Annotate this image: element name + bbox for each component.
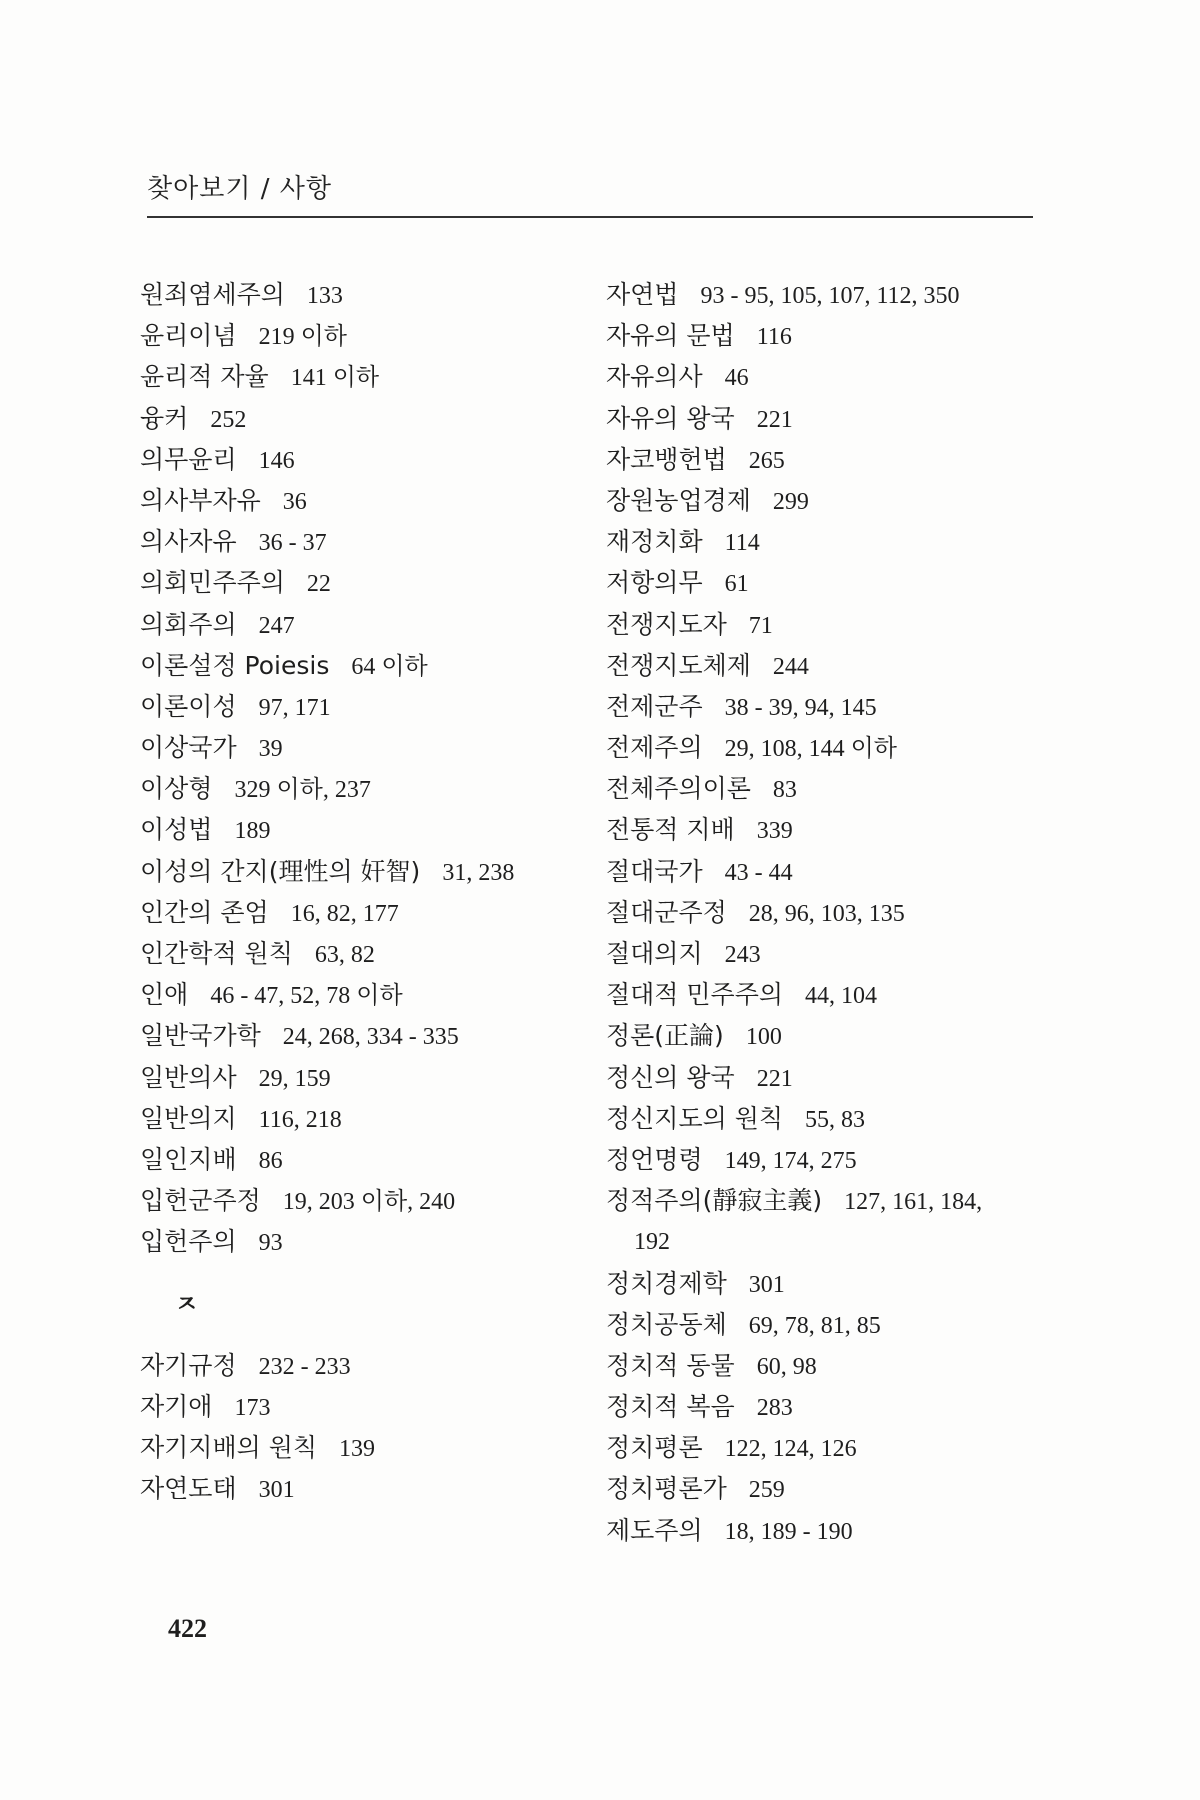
index-column-left	[140, 274, 610, 1509]
index-term: 재정치화	[606, 527, 703, 557]
section-letter: ㅈ	[175, 1289, 199, 1318]
index-entry	[606, 315, 1076, 356]
index-page-refs: 127, 161, 184,	[844, 1189, 983, 1216]
index-page-refs: 36 - 37	[258, 530, 327, 557]
index-page-refs: 19, 203 이하, 240	[282, 1189, 456, 1216]
index-page-refs: 60, 98	[756, 1353, 817, 1380]
index-term: 이상국가	[140, 733, 237, 763]
index-entry	[606, 1015, 1076, 1056]
index-entry	[606, 274, 1076, 315]
index-term: 융커	[140, 403, 189, 433]
index-term: 원죄염세주의	[140, 280, 285, 309]
index-page-refs: 192	[634, 1229, 670, 1256]
index-page-refs: 339	[756, 818, 793, 845]
index-page-refs: 31, 238	[442, 859, 515, 886]
index-term: 의사부자유	[140, 485, 261, 515]
index-entry	[140, 1180, 610, 1221]
index-term: 일반의지	[140, 1103, 237, 1133]
index-page-refs: 243	[724, 942, 761, 968]
index-entry	[606, 1263, 1076, 1304]
index-entry	[606, 1427, 1076, 1468]
index-term: 의회주의	[140, 609, 237, 639]
index-term: 자기규정	[140, 1350, 237, 1380]
index-entry	[606, 480, 1076, 521]
index-entry	[140, 933, 610, 974]
index-entry	[606, 809, 1076, 850]
index-entry	[140, 1221, 610, 1262]
index-term: 자유의 왕국	[606, 403, 735, 433]
index-page-refs: 252	[210, 406, 247, 433]
index-entry	[606, 768, 1076, 809]
index-page-refs: 116	[756, 324, 792, 351]
index-list-right	[606, 274, 1076, 1551]
index-entry	[140, 768, 610, 809]
index-entry	[606, 1180, 1076, 1221]
index-term: 자연법	[606, 280, 679, 309]
index-entry	[140, 398, 610, 439]
index-term: 윤리이념	[140, 321, 237, 351]
index-term: 절대국가	[606, 856, 703, 886]
index-entry	[606, 933, 1076, 974]
index-entry	[606, 1468, 1076, 1509]
index-term: 정신의 왕국	[606, 1062, 735, 1092]
index-term: 이론이성	[140, 691, 237, 721]
index-term: 정치적 복음	[606, 1392, 735, 1422]
index-term: 정론(正論)	[606, 1021, 724, 1051]
index-entry	[606, 1098, 1076, 1139]
index-list-left-2	[140, 1345, 610, 1510]
index-page-refs: 114	[724, 530, 760, 557]
index-term: 의회민주주의	[140, 568, 285, 598]
index-term: 정치평론가	[606, 1474, 727, 1504]
index-entry	[140, 1345, 610, 1386]
index-entry	[606, 1386, 1076, 1427]
index-page-refs: 116, 218	[258, 1106, 342, 1133]
index-page-refs: 93	[258, 1230, 283, 1257]
index-page-refs: 100	[745, 1024, 782, 1051]
index-entry	[140, 356, 610, 397]
index-page-refs: 221	[756, 406, 793, 433]
index-page-refs: 39	[258, 736, 283, 763]
index-page-refs: 219 이하	[258, 324, 347, 351]
index-term: 전체주의이론	[606, 774, 751, 804]
index-term: 자유의 문법	[606, 321, 735, 351]
index-page-refs: 18, 189 - 190	[724, 1518, 853, 1545]
index-page-refs: 221	[756, 1065, 793, 1092]
index-page-refs: 97, 171	[258, 694, 331, 721]
index-term: 절대의지	[606, 939, 703, 968]
index-page-refs: 146	[258, 447, 295, 474]
index-entry	[140, 974, 610, 1015]
index-page-refs: 93 - 95, 105, 107, 112, 350	[700, 283, 960, 309]
index-term: 절대군주정	[606, 897, 727, 927]
index-entry	[606, 356, 1076, 397]
index-entry	[140, 1386, 610, 1427]
index-page-refs: 46	[724, 365, 749, 392]
index-page-refs: 173	[234, 1394, 271, 1421]
index-term: 전통적 지배	[606, 815, 735, 845]
index-entry	[140, 521, 610, 562]
index-page-refs: 232 - 233	[258, 1353, 351, 1380]
page-header: 찾아보기 / 사항	[147, 174, 332, 204]
index-term: 이성법	[140, 815, 213, 845]
index-page-refs: 61	[724, 571, 749, 598]
index-page-refs: 63, 82	[314, 942, 375, 968]
index-entry	[140, 727, 610, 768]
index-entry	[606, 1057, 1076, 1098]
page-number: 422	[168, 1614, 207, 1643]
index-page-refs: 29, 108, 144 이하	[724, 736, 897, 763]
index-page-refs: 38 - 39, 94, 145	[724, 694, 877, 721]
index-page-refs: 301	[258, 1477, 295, 1504]
index-entry	[140, 1098, 610, 1139]
index-term: 의사자유	[140, 527, 237, 557]
index-entry	[140, 645, 610, 686]
index-page-refs: 16, 82, 177	[290, 900, 399, 927]
index-page-refs: 71	[748, 612, 773, 639]
index-page-refs: 265	[748, 447, 785, 474]
index-term: 이상형	[140, 774, 213, 804]
index-page-refs: 28, 96, 103, 135	[748, 900, 905, 927]
index-entry	[140, 562, 610, 603]
index-page-refs: 43 - 44	[724, 859, 793, 886]
index-entry	[606, 562, 1076, 603]
index-entry	[606, 686, 1076, 727]
index-term: 인애	[140, 980, 189, 1010]
index-page-refs: 133	[306, 283, 343, 309]
index-term: 이성의 간지(理性의 奸智)	[140, 856, 421, 886]
index-term: 자기지배의 원칙	[140, 1432, 317, 1462]
index-page-refs: 22	[306, 571, 331, 598]
index-entry	[606, 974, 1076, 1015]
index-entry	[140, 274, 610, 315]
index-entry	[606, 439, 1076, 480]
index-list-left	[140, 274, 610, 1263]
index-term: 정언명령	[606, 1144, 703, 1174]
index-entry	[140, 439, 610, 480]
index-entry	[140, 604, 610, 645]
index-term: 자유의사	[606, 362, 703, 392]
index-page-refs: 55, 83	[805, 1106, 865, 1133]
index-term: 정치경제학	[606, 1268, 727, 1298]
index-term: 전쟁지도자	[606, 609, 727, 639]
index-term: 전쟁지도체제	[606, 650, 751, 680]
index-entry	[140, 1057, 610, 1098]
index-page-refs: 244	[772, 653, 809, 680]
index-page-refs: 24, 268, 334 - 335	[282, 1024, 459, 1051]
index-entry	[140, 1468, 610, 1509]
index-page-refs: 36	[282, 488, 307, 515]
index-term: 전제군주	[606, 691, 703, 721]
index-entry	[606, 892, 1076, 933]
index-term: 윤리적 자율	[140, 362, 269, 392]
index-entry	[606, 1304, 1076, 1345]
index-entry	[606, 645, 1076, 686]
index-page-refs: 247	[258, 612, 295, 639]
index-entry	[140, 1139, 610, 1180]
index-page-refs: 69, 78, 81, 85	[748, 1312, 881, 1339]
index-entry	[140, 686, 610, 727]
index-page-refs: 329 이하, 237	[234, 777, 371, 804]
index-page-refs: 122, 124, 126	[724, 1436, 857, 1463]
index-page-refs: 141 이하	[290, 365, 380, 392]
index-page-refs: 259	[748, 1477, 785, 1504]
index-page-refs: 189	[234, 818, 271, 845]
index-term: 이론설정 Poiesis	[140, 650, 330, 680]
index-entry	[140, 851, 610, 892]
index-entry	[606, 851, 1076, 892]
index-entry	[140, 315, 610, 356]
index-term: 자코뱅헌법	[606, 444, 727, 474]
index-term: 절대적 민주주의	[606, 980, 783, 1010]
index-term: 정신지도의 원칙	[606, 1103, 783, 1133]
index-column-right	[606, 274, 1076, 1551]
index-entry	[606, 604, 1076, 645]
index-page-refs: 149, 174, 275	[724, 1147, 857, 1174]
index-entry	[606, 727, 1076, 768]
index-entry	[606, 521, 1076, 562]
index-entry	[140, 480, 610, 521]
index-page-refs: 299	[772, 488, 809, 515]
index-page-refs: 301	[748, 1271, 785, 1298]
index-term: 정치적 동물	[606, 1350, 735, 1380]
index-term: 자연도태	[140, 1474, 237, 1504]
header-rule	[147, 216, 1033, 218]
index-term: 일반의사	[140, 1062, 237, 1092]
index-entry	[140, 1015, 610, 1056]
index-term: 인간의 존엄	[140, 897, 269, 927]
index-page-refs: 29, 159	[258, 1065, 331, 1092]
index-page-refs: 64 이하	[351, 653, 428, 680]
index-term: 입헌군주정	[140, 1186, 261, 1216]
index-term: 정치평론	[606, 1433, 703, 1463]
index-entry	[140, 1427, 610, 1468]
index-page-refs: 46 - 47, 52, 78 이하	[210, 983, 403, 1010]
index-term: 입헌주의	[140, 1227, 237, 1257]
index-entry	[140, 892, 610, 933]
index-term: 일인지배	[140, 1144, 237, 1174]
index-page-refs: 283	[756, 1395, 793, 1422]
index-term: 제도주의	[606, 1515, 703, 1545]
index-term: 의무윤리	[140, 444, 237, 474]
index-term: 인간학적 원칙	[140, 939, 293, 968]
index-page-refs: 44, 104	[805, 983, 877, 1010]
index-page-refs: 86	[258, 1147, 283, 1174]
index-page-refs: 83	[772, 777, 797, 804]
index-entry	[606, 1139, 1076, 1180]
index-term: 자기애	[140, 1391, 213, 1421]
index-term: 정적주의(靜寂主義)	[606, 1186, 823, 1216]
index-entry	[606, 1510, 1076, 1551]
index-page-refs: 139	[339, 1435, 375, 1462]
index-entry	[606, 398, 1076, 439]
index-term: 장원농업경제	[606, 485, 751, 515]
index-entry	[140, 809, 610, 850]
index-term: 저항의무	[606, 568, 703, 598]
index-term: 전제주의	[606, 733, 703, 763]
index-term: 정치공동체	[606, 1309, 727, 1339]
index-entry	[606, 1221, 1076, 1262]
index-term: 일반국가학	[140, 1021, 261, 1051]
index-entry	[606, 1345, 1076, 1386]
